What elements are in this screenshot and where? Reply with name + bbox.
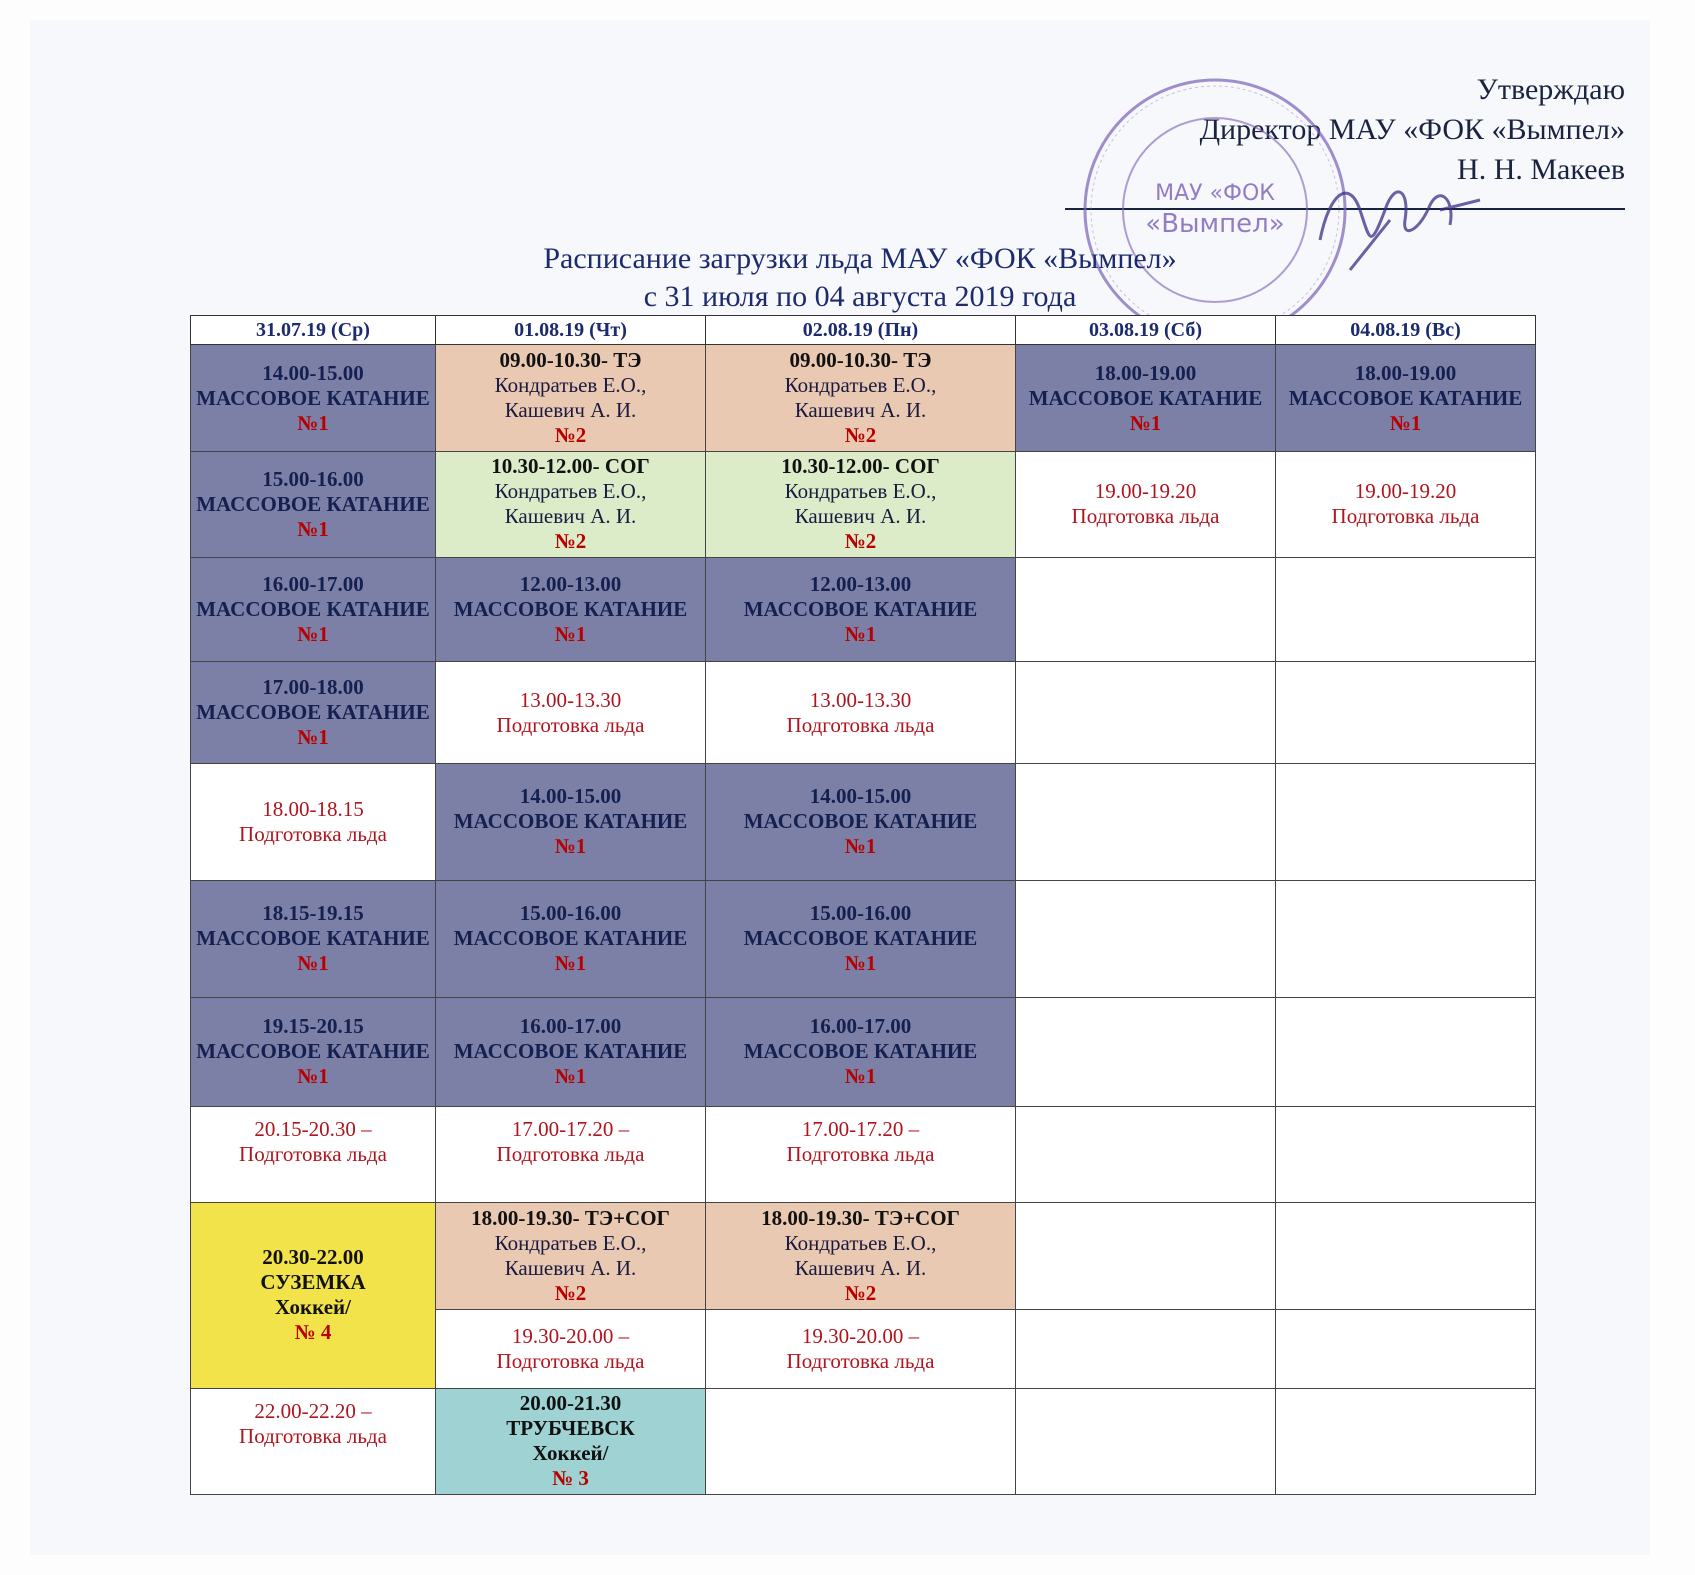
title-line-2: с 31 июля по 04 августа 2019 года: [643, 280, 1077, 313]
schedule-cell: [436, 1388, 706, 1494]
empty-cell: [1016, 1309, 1276, 1388]
schedule-cell: [706, 1203, 1016, 1309]
schedule-cell: [191, 345, 436, 451]
schedule-cell: [436, 1309, 706, 1388]
schedule-cell: [191, 997, 436, 1106]
cell-title: МАССОВОЕ КАТАНИЕ: [453, 809, 688, 834]
cell-time: 12.00-13.00: [809, 572, 912, 597]
empty-cell: [1016, 1106, 1276, 1202]
cell-coach: Кондратьев Е.О.,: [494, 1230, 647, 1255]
cell-title: МАССОВОЕ КАТАНИЕ: [1288, 385, 1523, 410]
schedule-cell: [1276, 451, 1536, 557]
cell-coach: Кашевич А. И.: [504, 1255, 637, 1280]
cell-number: №1: [297, 410, 329, 435]
cell-title: МАССОВОЕ КАТАНИЕ: [196, 1039, 430, 1064]
cell-heading: 18.00-19.30- ТЭ+СОГ: [471, 1205, 670, 1230]
column-header-4: 03.08.19 (Сб): [1016, 316, 1276, 345]
schedule-cell: [706, 881, 1016, 997]
schedule-cell: [191, 451, 436, 557]
cell-text: Подготовка льда: [239, 821, 387, 846]
cell-number: №1: [297, 516, 329, 541]
table-row: [191, 345, 1536, 451]
empty-cell: [1016, 662, 1276, 763]
cell-time: 17.00-18.00: [262, 675, 364, 699]
cell-coach: Кондратьев Е.О.,: [784, 1230, 937, 1255]
cell-time: 15.00-16.00: [519, 901, 622, 926]
cell-number: №1: [1129, 410, 1162, 435]
empty-cell: [1276, 1388, 1536, 1494]
cell-text: Подготовка льда: [786, 1141, 935, 1166]
table-row: [191, 997, 1536, 1106]
cell-number: №1: [297, 725, 329, 749]
cell-time: 13.00-13.30: [809, 687, 912, 712]
cell-time: 15.00-16.00: [262, 466, 364, 491]
empty-cell: [1016, 763, 1276, 880]
schedule-cell: [706, 558, 1016, 662]
cell-text: Подготовка льда: [786, 1348, 935, 1373]
cell-text: Подготовка льда: [239, 1141, 387, 1166]
schedule-cell: [191, 558, 436, 662]
cell-heading: 10.30-12.00- СОГ: [781, 454, 940, 479]
cell-coach: Кашевич А. И.: [794, 1255, 927, 1280]
cell-text: Подготовка льда: [1331, 504, 1480, 529]
cell-time: 19.15-20.15: [262, 1014, 364, 1039]
cell-title: МАССОВОЕ КАТАНИЕ: [743, 597, 978, 622]
cell-time: 20.00-21.30: [519, 1391, 622, 1416]
empty-cell: [1276, 558, 1536, 662]
schedule-cell: [436, 1106, 706, 1202]
stamp-text-2: «Вымпел»: [1145, 209, 1285, 239]
cell-number: №2: [554, 529, 587, 554]
schedule-cell: [436, 558, 706, 662]
table-row: [191, 662, 1536, 763]
cell-title: МАССОВОЕ КАТАНИЕ: [453, 597, 688, 622]
cell-number: №1: [554, 1064, 587, 1089]
column-header-3: 02.08.19 (Пн): [706, 316, 1016, 345]
cell-heading: 09.00-10.30- ТЭ: [499, 348, 642, 373]
cell-time: 16.00-17.00: [519, 1014, 622, 1039]
column-header-1: 31.07.19 (Ср): [191, 316, 436, 345]
schedule-cell: [191, 1106, 436, 1202]
empty-cell: [1016, 558, 1276, 662]
cell-title: МАССОВОЕ КАТАНИЕ: [196, 597, 430, 622]
cell-time: 15.00-16.00: [809, 901, 912, 926]
cell-title: МАССОВОЕ КАТАНИЕ: [196, 700, 430, 724]
cell-number: №1: [1389, 410, 1422, 435]
cell-number: №1: [297, 951, 329, 976]
cell-time: 19.30-20.00 –: [801, 1323, 920, 1348]
cell-coach: Кашевич А. И.: [794, 504, 927, 529]
cell-time: 19.00-19.20: [1354, 479, 1457, 504]
cell-time: 22.00-22.20 –: [254, 1398, 372, 1423]
cell-title: МАССОВОЕ КАТАНИЕ: [1028, 385, 1263, 410]
cell-number: №2: [554, 423, 587, 448]
cell-text: Подготовка льда: [496, 712, 645, 737]
cell-time: 18.00-19.00: [1094, 360, 1197, 385]
cell-time: 16.00-17.00: [262, 572, 364, 597]
cell-number: №2: [844, 423, 877, 448]
schedule-cell: [706, 451, 1016, 557]
cell-coach: Кондратьев Е.О.,: [784, 373, 937, 398]
cell-number: №1: [297, 1064, 329, 1089]
empty-cell: [706, 1388, 1016, 1494]
schedule-cell: [436, 881, 706, 997]
cell-time: 20.30-22.00: [262, 1245, 364, 1270]
schedule-cell: [706, 763, 1016, 880]
empty-cell: [1276, 1106, 1536, 1202]
table-row: [191, 451, 1536, 557]
cell-title: МАССОВОЕ КАТАНИЕ: [453, 926, 688, 951]
cell-number: №2: [554, 1280, 587, 1305]
cell-text: Подготовка льда: [239, 1423, 387, 1448]
schedule-cell: [436, 662, 706, 763]
table-row: [191, 1388, 1536, 1494]
cell-number: №2: [844, 1280, 877, 1305]
cell-title: МАССОВОЕ КАТАНИЕ: [453, 1039, 688, 1064]
cell-title: МАССОВОЕ КАТАНИЕ: [196, 926, 430, 951]
empty-cell: [1016, 881, 1276, 997]
schedule-cell: [191, 662, 436, 763]
cell-time: 19.00-19.20: [1094, 479, 1197, 504]
approval-line-1: Утверждаю: [1476, 73, 1625, 106]
empty-cell: [1276, 662, 1536, 763]
stamp-text-1: МАУ «ФОК: [1155, 181, 1275, 206]
cell-time: 18.15-19.15: [262, 901, 364, 926]
cell-text: Подготовка льда: [496, 1141, 645, 1166]
cell-number: № 4: [294, 1320, 332, 1345]
cell-title: МАССОВОЕ КАТАНИЕ: [743, 926, 978, 951]
schedule-cell: [1016, 345, 1276, 451]
cell-title: МАССОВОЕ КАТАНИЕ: [196, 385, 430, 410]
cell-subtitle: Хоккей/: [532, 1441, 609, 1466]
cell-coach: Кашевич А. И.: [794, 398, 927, 423]
cell-number: № 3: [552, 1466, 589, 1491]
schedule-cell: [706, 997, 1016, 1106]
empty-cell: [1276, 763, 1536, 880]
schedule-cell: [436, 997, 706, 1106]
cell-text: Подготовка льда: [786, 712, 935, 737]
cell-number: №2: [844, 529, 877, 554]
cell-coach: Кондратьев Е.О.,: [494, 479, 647, 504]
column-header-5: 04.08.19 (Вс): [1276, 316, 1536, 345]
schedule-cell: [706, 345, 1016, 451]
cell-time: 17.00-17.20 –: [801, 1116, 920, 1141]
schedule-cell: [191, 763, 436, 880]
cell-heading: 10.30-12.00- СОГ: [491, 454, 650, 479]
cell-text: Подготовка льда: [496, 1348, 645, 1373]
cell-title: ТРУБЧЕВСК: [506, 1416, 635, 1441]
schedule-table: [190, 315, 1536, 1495]
cell-number: №1: [844, 622, 877, 647]
table-row: [191, 881, 1536, 997]
cell-time: 14.00-15.00: [809, 784, 912, 809]
schedule-cell: [436, 1203, 706, 1309]
cell-text: Подготовка льда: [1071, 504, 1220, 529]
cell-time: 18.00-19.00: [1354, 360, 1457, 385]
cell-time: 12.00-13.00: [519, 572, 622, 597]
approval-line-3: Н. Н. Макеев: [1457, 153, 1625, 186]
cell-title: МАССОВОЕ КАТАНИЕ: [743, 1039, 978, 1064]
table-row: [191, 1106, 1536, 1202]
table-row: [191, 1203, 1536, 1309]
schedule-cell: [1276, 345, 1536, 451]
cell-time: 16.00-17.00: [809, 1014, 912, 1039]
schedule-cell: [706, 1106, 1016, 1202]
cell-number: №1: [554, 622, 587, 647]
cell-number: №1: [844, 834, 877, 859]
approval-line-2: Директор МАУ «ФОК «Вымпел»: [1199, 113, 1625, 146]
cell-time: 17.00-17.20 –: [511, 1116, 630, 1141]
empty-cell: [1016, 1388, 1276, 1494]
title-line-1: Расписание загрузки льда МАУ «ФОК «Вымпел»: [543, 242, 1177, 275]
schedule-cell: [436, 763, 706, 880]
schedule-cell: [1016, 451, 1276, 557]
empty-cell: [1276, 1203, 1536, 1309]
column-header-2: 01.08.19 (Чт): [436, 316, 706, 345]
cell-title: МАССОВОЕ КАТАНИЕ: [743, 809, 978, 834]
cell-time: 19.30-20.00 –: [511, 1323, 630, 1348]
schedule-cell: [191, 1203, 436, 1388]
schedule-cell: [436, 345, 706, 451]
cell-number: №1: [554, 951, 587, 976]
cell-time: 14.00-15.00: [262, 360, 364, 385]
schedule-cell: [191, 1388, 436, 1494]
schedule-cell: [706, 1309, 1016, 1388]
cell-heading: 18.00-19.30- ТЭ+СОГ: [761, 1205, 960, 1230]
empty-cell: [1016, 997, 1276, 1106]
cell-coach: Кашевич А. И.: [504, 398, 637, 423]
empty-cell: [1016, 1203, 1276, 1309]
empty-cell: [1276, 1309, 1536, 1388]
cell-time: 14.00-15.00: [519, 784, 622, 809]
empty-cell: [1276, 997, 1536, 1106]
table-row: [191, 763, 1536, 880]
cell-heading: 09.00-10.30- ТЭ: [789, 348, 932, 373]
cell-number: №1: [844, 1064, 877, 1089]
cell-number: №1: [297, 622, 329, 647]
schedule-title: [380, 240, 1340, 316]
cell-title: СУЗЕМКА: [260, 1270, 366, 1295]
cell-coach: Кондратьев Е.О.,: [494, 373, 647, 398]
cell-number: №1: [554, 834, 587, 859]
cell-number: №1: [844, 951, 877, 976]
schedule-cell: [436, 451, 706, 557]
cell-time: 13.00-13.30: [519, 687, 622, 712]
cell-title: МАССОВОЕ КАТАНИЕ: [196, 491, 430, 516]
table-row: [191, 558, 1536, 662]
schedule-cell: [191, 881, 436, 997]
cell-coach: Кашевич А. И.: [504, 504, 637, 529]
cell-coach: Кондратьев Е.О.,: [784, 479, 937, 504]
header-row: [191, 316, 1536, 345]
empty-cell: [1276, 881, 1536, 997]
cell-time: 20.15-20.30 –: [254, 1116, 372, 1141]
cell-subtitle: Хоккей/: [275, 1295, 351, 1320]
schedule-cell: [706, 662, 1016, 763]
cell-time: 18.00-18.15: [262, 796, 364, 821]
